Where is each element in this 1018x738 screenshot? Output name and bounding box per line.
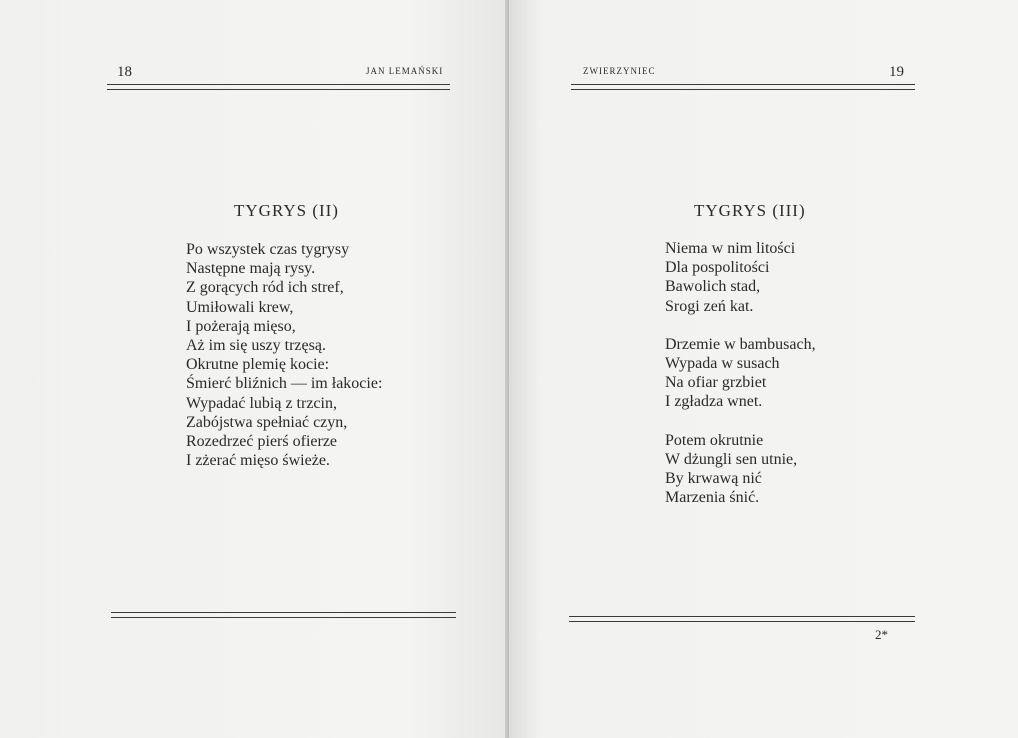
poem-line: I zgładza wnet. (665, 393, 763, 411)
poem-line: W dżungli sen utnie, (665, 450, 798, 468)
poem-line: Potem okrutnie (665, 431, 764, 449)
stanza (665, 335, 816, 412)
poem-line: Okrutne plemię kocie: (186, 356, 330, 374)
running-head: ZWIERZYNIEC (583, 66, 656, 76)
poem-line: Wypadać lubią z trzcin, (186, 394, 337, 412)
poem-line: Niema w nim litości (665, 240, 796, 257)
poem-line: Dla pospolitości (665, 259, 770, 277)
poem-line: Umiłowali krew, (186, 298, 294, 316)
right-page (509, 0, 1018, 738)
poem-line: Na ofiar grzbiet (665, 374, 767, 392)
poem-line: Bawolich stad, (665, 278, 761, 296)
poem-line: Z gorących ród ich stref, (186, 279, 344, 297)
poem-line: Rozedrzeć pierś ofierze (186, 433, 338, 451)
header-rule (107, 84, 450, 90)
stanza (665, 431, 816, 508)
poem-line: Srogi zeń kat. (665, 297, 754, 315)
poem-line: Drzemie w bambusach, (665, 335, 816, 353)
poem-body (665, 239, 816, 526)
header-rule (571, 84, 915, 90)
page-number: 18 (117, 64, 132, 80)
poem-line: Po wszystek czas tygrysy (186, 241, 350, 258)
poem-body (186, 240, 382, 470)
footer-rule (569, 616, 915, 622)
running-head: JAN LEMAŃSKI (366, 66, 444, 76)
poem-line: Wypada w susach (665, 355, 780, 373)
poem-line: Następne mają rysy. (186, 260, 316, 278)
poem-title: TYGRYS (III) (694, 201, 806, 220)
poem-line: I pożerają mięso, (186, 317, 296, 335)
stanza (665, 239, 816, 316)
poem-line: Aż im się uszy trzęsą. (186, 337, 326, 355)
poem-line: I zżerać mięso świeże. (186, 452, 330, 470)
page-number: 19 (889, 64, 904, 80)
poem-line: Zabójstwa spełniać czyn, (186, 413, 348, 431)
poem-line: Śmierć bliźnich — im łakocie: (186, 375, 383, 393)
poem-title: TYGRYS (II) (234, 201, 339, 220)
poem-line: Marzenia śnić. (665, 489, 760, 507)
signature-mark: 2* (875, 627, 888, 642)
poem-line: By krwawą nić (665, 470, 762, 488)
footer-rule (111, 612, 456, 618)
